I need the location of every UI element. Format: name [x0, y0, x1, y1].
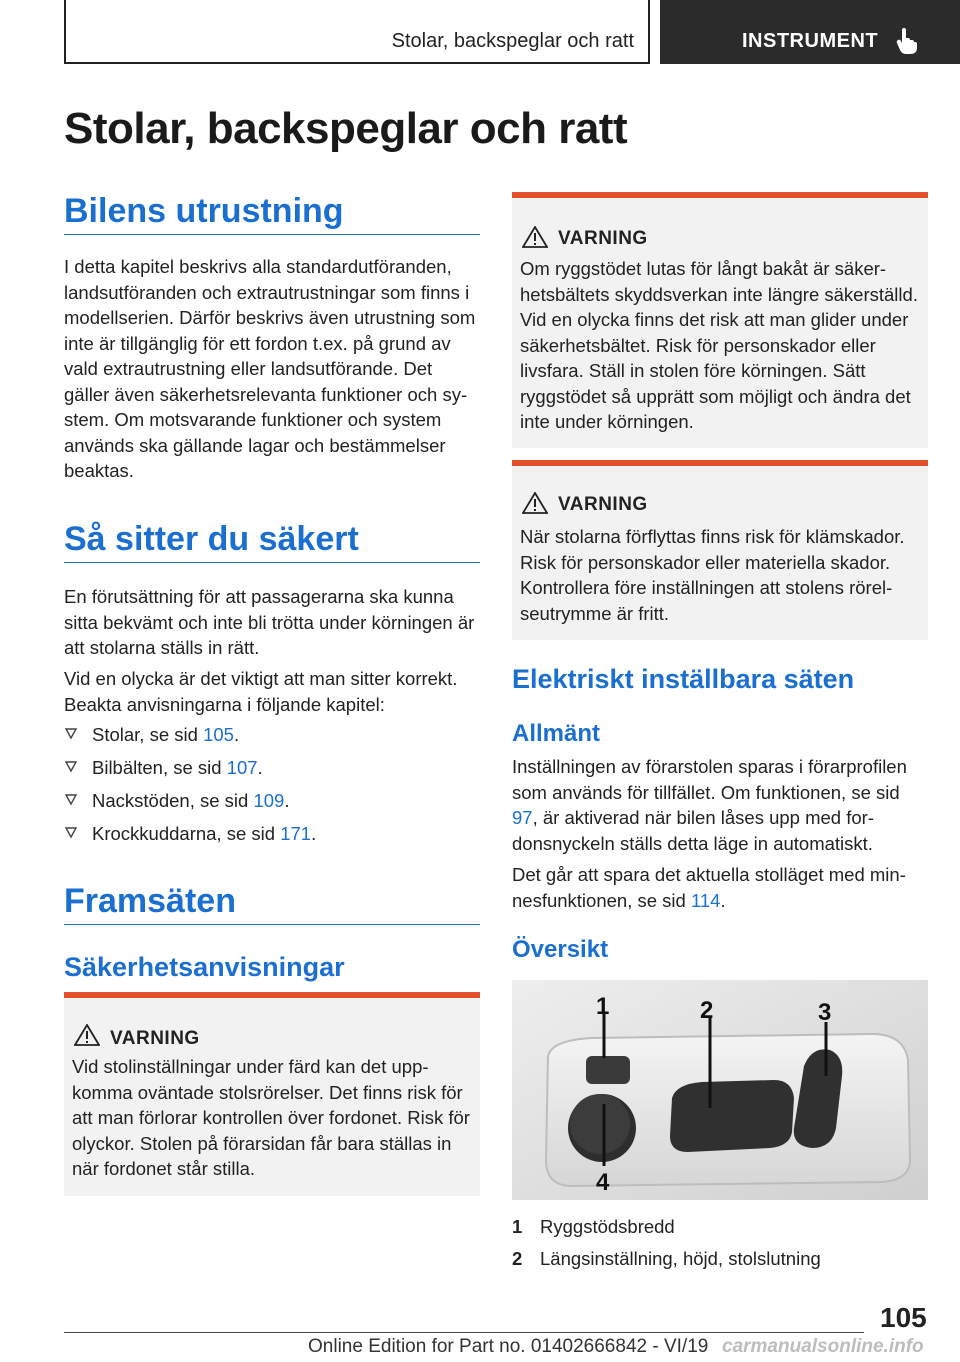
page-title: Stolar, backspeglar och ratt	[64, 104, 628, 153]
callout-label: 1	[596, 993, 610, 1020]
heading-allmant: Allmänt	[512, 720, 601, 747]
list-item-text: Stolar, se sid	[92, 724, 204, 745]
legend-number: 1	[512, 1216, 523, 1237]
callout-label: 2	[700, 997, 714, 1024]
warning-triangle-icon	[522, 226, 548, 248]
callout-label: 4	[596, 1169, 610, 1196]
warning-title: VARNING	[558, 494, 648, 515]
watermark: carmanualsonline.info	[722, 1336, 924, 1357]
warning-text: Vid stolinställningar under färd kan det uppkomma oväntade stolsrörelser. Det finns risk för att man förlorar kontrollen över fordonet. Risk för olyckor. Stolen på förarsidan får bara ställas in när fordonet står stilla.	[72, 1056, 470, 1179]
heading-sa-sitter-du-sakert: Så sitter du säkert	[64, 520, 359, 558]
paragraph-sitter-2: Vid en olycka är det viktigt att man sitter korrekt. Beakta anvisningarna i följande kapitel:	[64, 668, 458, 715]
heading-elektriskt-installbara-saten: Elektriskt inställbara säten	[512, 664, 855, 694]
heading-framsaten: Framsäten	[64, 882, 236, 920]
page-link[interactable]: 114	[690, 889, 721, 911]
legend-number: 2	[512, 1248, 523, 1269]
warning-box	[512, 192, 928, 448]
legend-text: Ryggstödsbredd	[540, 1216, 675, 1237]
heading-bilens-utrustning: Bilens utrustning	[64, 192, 344, 230]
header-section-tab	[64, 0, 650, 64]
footer-edition: Online Edition for Part no. 01402666842 - VI/19	[308, 1336, 709, 1357]
page-link[interactable]: 171	[280, 823, 312, 844]
header-chapter-tab	[660, 0, 960, 64]
triangle-bullet-icon	[64, 726, 78, 740]
paragraph-sitter-1: En förutsättning för att passagerarna ska kunna sitta bekvämt och inte bli trötta under körningen är att stolarna ställs in rätt.	[64, 586, 475, 658]
triangle-bullet-icon	[64, 759, 78, 773]
page-link[interactable]: 109	[253, 790, 285, 811]
seat-controls-photo	[512, 980, 928, 1200]
page-link[interactable]: 105	[203, 724, 234, 745]
heading-oversikt: Översikt	[512, 936, 609, 963]
list-item-text: Krockkuddarna, se sid	[92, 823, 281, 844]
hand-pointer-icon	[896, 28, 918, 54]
seat-controls-illustration	[512, 980, 928, 1200]
list-item-text: Nackstöden, se sid	[92, 790, 254, 811]
triangle-bullet-icon	[64, 792, 78, 806]
heading-rule	[64, 924, 480, 925]
triangle-bullet-icon	[64, 825, 78, 839]
heading-sakerhetsanvisningar: Säkerhetsanvisningar	[64, 952, 345, 982]
heading-rule	[64, 562, 480, 563]
paragraph-allmant-1: Inställningen av förarstolen sparas i förarprofilen som används för tillfället. Om funktionen, se sid 97, är aktiverad när bilen låses upp med fordonsnyckeln ställs detta läge in automatiskt.	[512, 756, 907, 854]
heading-rule	[64, 234, 480, 235]
legend-text: Längsinställning, höjd, stolslutning	[540, 1248, 821, 1269]
list-item-text: Bilbälten, se sid	[92, 757, 227, 778]
paragraph-allmant-2: Det går att spara det aktuella stolläget med minnesfunktionen, se sid 114.	[512, 864, 906, 911]
footer-rule	[64, 1332, 864, 1333]
warning-box	[512, 460, 928, 640]
warning-box	[64, 992, 480, 1196]
header-chapter-label: INSTRUMENT	[742, 30, 879, 52]
callout-label: 3	[818, 999, 832, 1026]
warning-title: VARNING	[110, 1028, 200, 1049]
warning-title: VARNING	[558, 228, 648, 249]
warning-text: När stolarna förflyttas finns risk för klämskador. Risk för personskador eller materiella skador. Kontrollera före inställningen att stolens rörelseutrymme är fritt.	[520, 526, 905, 624]
warning-triangle-icon	[74, 1024, 100, 1046]
paragraph-bilens: I detta kapitel beskrivs alla standardutföranden, landsutföranden och extrautrustningar som finns i modellserien. Därför beskrivs även utrustning som inte är tillgänglig för ett fordon t.ex. på grund av vald extrautrustning eller landsutförande. Det gäller även säkerhetsrelevanta funktioner och system. Om motsvarande funktioner och system används ska gällande lagar och bestämmelser beaktas.	[64, 256, 476, 481]
page-link[interactable]: 107	[226, 757, 258, 778]
page-link[interactable]: 97	[512, 807, 533, 828]
warning-text: Om ryggstödet lutas för långt bakåt är säkerhetsbältets skyddsverkan inte längre säkerställd. Vid en olycka finns det risk att man glider under säkerhetsbältet. Risk för personskador eller livsfara. Ställ in stolen före körningen. Sätt ryggstödet så upprätt som möjligt och ändra det inte under körningen.	[520, 258, 918, 432]
header-section-label: Stolar, backspeglar och ratt	[391, 30, 634, 52]
warning-triangle-icon	[522, 492, 548, 514]
page-number: 105	[880, 1302, 927, 1333]
